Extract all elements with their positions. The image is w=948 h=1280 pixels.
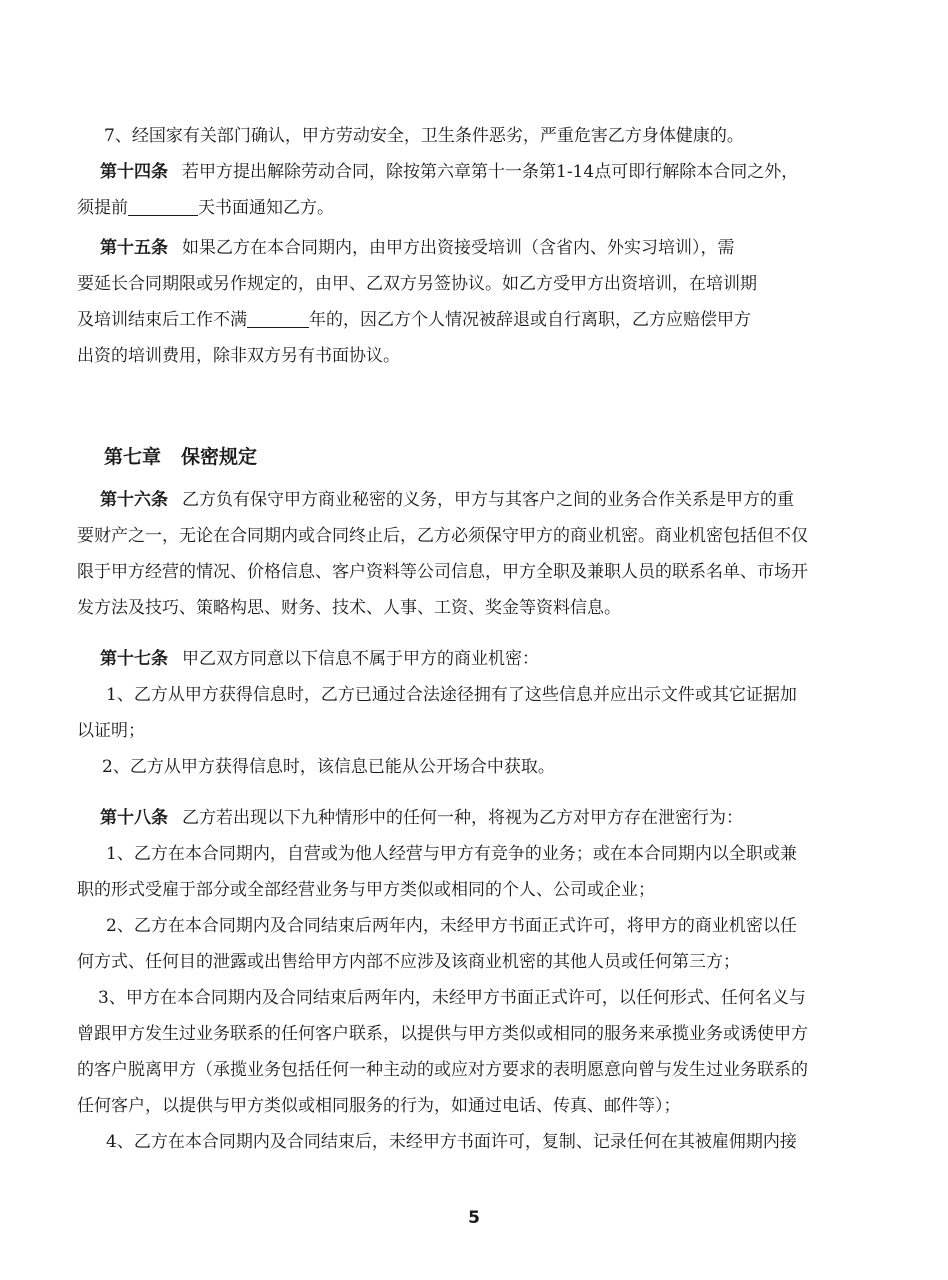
article-17-line1: 甲乙双方同意以下信息不属于甲方的商业机密： [182,649,539,669]
article-17-item2: 2、乙方从甲方获得信息时，该信息已能从公开场合中获取。 [102,757,555,777]
article-15-line4: 出资的培训费用，除非双方另有书面协议。 [77,346,400,366]
article-14-line2-pre: 须提前 [77,198,128,218]
article-14-line1: 若甲方提出解除劳动合同，除按第六章第十一条第1-14点可即行解除本合同之外， [182,162,799,182]
article-14-line2-post: 天书面通知乙方。 [198,198,334,218]
days-blank-field [128,197,198,216]
article-15 [77,230,860,374]
chapter-7-heading [104,439,257,475]
article-18-item4-line1: 4、乙方在本合同期内及合同结束后，未经甲方书面许可，复制、记录任何在其被雇佣期内接 [106,1132,797,1152]
page-number: 5 [468,1208,480,1228]
article-16-line1: 乙方负有保守甲方商业秘密的义务，甲方与其客户之间的业务合作关系是甲方的重 [182,490,794,510]
article-17-item1-line1: 1、乙方从甲方获得信息时，乙方已通过合法途径拥有了这些信息并应出示文件或其它证据加 [106,685,797,705]
article-18-item3-line2: 曾跟甲方发生过业务联系的任何客户联系，以提供与甲方类似或相同的服务来承揽业务或诱使甲方 [77,1024,808,1044]
article-16-line2: 要财产之一，无论在合同期内或合同终止后，乙方必须保守甲方的商业机密。商业机密包括但不仅 [77,526,808,546]
article-16-line4: 发方法及技巧、策略构思、财务、技术、人事、工资、奖金等资料信息。 [77,598,621,618]
article-18-item2-line2: 何方式、任何目的泄露或出售给甲方内部不应涉及该商业机密的其他人员或任何第三方； [77,952,740,972]
article-18 [77,800,860,1160]
article-14 [77,154,860,226]
chapter-number: 第七章 [104,446,162,468]
article-15-line1: 如果乙方在本合同期内，由甲方出资接受培训（含省内、外实习培训），需 [182,238,735,258]
article-18-item2-line1: 2、乙方在本合同期内及合同结束后两年内，未经甲方书面正式许可，将甲方的商业机密以任 [106,916,797,936]
article-15-line2: 要延长合同期限或另作规定的，由甲、乙双方另签协议。如乙方受甲方出资培训，在培训期 [77,274,757,294]
article-16 [77,482,860,626]
clause-item-7-text: 7、经国家有关部门确认，甲方劳动安全，卫生条件恶劣，严重危害乙方身体健康的。 [104,126,744,146]
article-17 [77,641,860,785]
article-15-label: 第十五条 [100,238,168,258]
article-16-line3: 限于甲方经营的情况、价格信息、客户资料等公司信息，甲方全职及兼职人员的联系名单、市场开 [77,562,808,582]
clause-item-7 [104,118,864,154]
article-14-label: 第十四条 [100,162,168,182]
article-18-label: 第十八条 [100,808,168,828]
article-18-item1-line2: 职的形式受雇于部分或全部经营业务与甲方类似或相同的个人、公司或企业； [77,880,655,900]
years-blank-field [247,309,309,328]
article-15-line3-post: 年的，因乙方个人情况被辞退或自行离职，乙方应赔偿甲方 [309,310,751,330]
article-18-item3-line1: 3、甲方在本合同期内及合同结束后两年内，未经甲方书面正式许可，以任何形式、任何名义与 [98,988,806,1008]
article-17-item1-line2: 以证明； [77,721,145,741]
article-17-label: 第十七条 [100,649,168,669]
article-16-label: 第十六条 [100,490,168,510]
article-15-line3-pre: 及培训结束后工作不满 [77,310,247,330]
article-18-item3-line3: 的客户脱离甲方（承揽业务包括任何一种主动的或应对方要求的表明愿意向曾与发生过业务联系的 [77,1060,808,1080]
chapter-title: 保密规定 [181,446,258,468]
article-18-item3-line4: 任何客户，以提供与甲方类似或相同服务的行为，如通过电话、传真、邮件等）； [77,1096,681,1116]
article-18-line1: 乙方若出现以下九种情形中的任何一种，将视为乙方对甲方存在泄密行为： [182,808,743,828]
article-18-item1-line1: 1、乙方在本合同期内，自营或为他人经营与甲方有竞争的业务；或在本合同期内以全职或兼 [106,844,797,864]
